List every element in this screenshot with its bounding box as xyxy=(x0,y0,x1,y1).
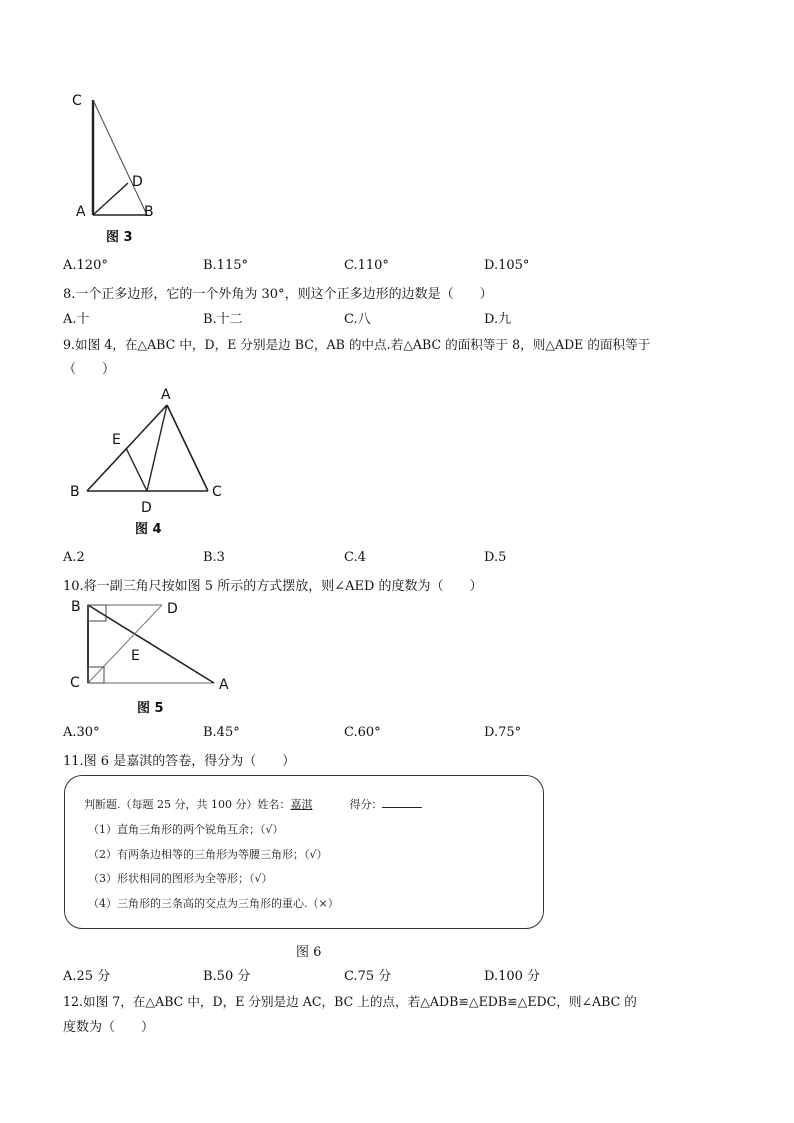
fig5-label-a: A xyxy=(219,677,229,693)
fig5-label-b: B xyxy=(71,599,81,615)
q7-option-b[interactable]: B.115° xyxy=(203,258,248,273)
q9-question-line2: （ ） xyxy=(63,362,116,377)
q11-option-c[interactable]: C.75 分 xyxy=(344,969,392,984)
answer-sheet-score-label: 得分： xyxy=(349,798,383,811)
q9-option-b[interactable]: B.3 xyxy=(203,550,225,565)
q7-option-c[interactable]: C.110° xyxy=(344,258,389,273)
fig5-label-d: D xyxy=(167,601,178,617)
q7-option-d[interactable]: D.105° xyxy=(484,258,530,273)
fig5-label-e: E xyxy=(131,648,140,664)
q8-question: 8.一个正多边形，它的一个外角为 30°，则这个正多边形的边数是（ ） xyxy=(63,287,493,302)
figure-4 xyxy=(62,380,237,545)
answer-sheet-item-2: （2）有两条边相等的三角形为等腰三角形；（√） xyxy=(88,848,328,861)
fig3-label-c: C xyxy=(72,93,82,109)
q9-question-line1: 9.如图 4，在△ABC 中，D，E 分别是边 BC，AB 的中点.若△ABC 的面积等于 8，则△ADE 的面积等于 xyxy=(63,337,651,352)
q10-option-d[interactable]: D.75° xyxy=(484,725,522,740)
fig4-label-e: E xyxy=(112,432,121,448)
fig4-label-d: D xyxy=(141,500,152,516)
q12-question-line2: 度数为（ ） xyxy=(63,1020,155,1035)
fig5-label-c: C xyxy=(70,675,80,691)
q11-option-a[interactable]: A.25 分 xyxy=(63,969,111,984)
fig4-label-a: A xyxy=(161,387,171,403)
q9-option-c[interactable]: C.4 xyxy=(344,550,366,565)
q10-question: 10.将一副三角尺按如图 5 所示的方式摆放，则∠AED 的度数为（ ） xyxy=(63,579,483,594)
figure-3 xyxy=(62,90,172,250)
fig4-caption: 图 4 xyxy=(135,522,162,537)
figure-5 xyxy=(62,595,242,720)
fig4-label-b: B xyxy=(70,484,80,500)
answer-sheet-item-1: （1）直角三角形的两个锐角互余；（√） xyxy=(88,823,284,836)
answer-sheet-item-4: （4）三角形的三条高的交点为三角形的重心.（×） xyxy=(88,897,339,910)
q10-option-c[interactable]: C.60° xyxy=(344,725,381,740)
q11-option-b[interactable]: B.50 分 xyxy=(203,969,251,984)
fig6-caption: 图 6 xyxy=(296,945,322,960)
fig3-caption: 图 3 xyxy=(106,230,133,245)
q10-option-b[interactable]: B.45° xyxy=(203,725,240,740)
answer-sheet-score-blank xyxy=(382,797,422,808)
fig3-label-b: B xyxy=(144,204,154,220)
q8-option-a[interactable]: A.十 xyxy=(63,312,90,327)
q9-option-d[interactable]: D.5 xyxy=(484,550,507,565)
fig5-caption: 图 5 xyxy=(137,701,164,716)
q10-option-a[interactable]: A.30° xyxy=(63,725,100,740)
fig4-label-c: C xyxy=(212,484,222,500)
q12-question-line1: 12.如图 7，在△ABC 中，D，E 分别是边 AC，BC 上的点，若△ADB≌△EDB≌△EDC，则∠ABC 的 xyxy=(63,994,637,1009)
answer-sheet-header xyxy=(84,796,422,812)
q7-option-a[interactable]: A.120° xyxy=(63,258,108,273)
q8-option-b[interactable]: B.十二 xyxy=(203,312,243,327)
q11-question: 11.图 6 是嘉淇的答卷，得分为（ ） xyxy=(63,754,296,769)
q8-option-c[interactable]: C.八 xyxy=(344,312,371,327)
q8-option-d[interactable]: D.九 xyxy=(484,312,512,327)
q9-option-a[interactable]: A.2 xyxy=(63,550,85,565)
answer-sheet-item-3: （3）形状相同的图形为全等形；（√） xyxy=(88,872,273,885)
fig3-label-a: A xyxy=(76,204,86,220)
q11-option-d[interactable]: D.100 分 xyxy=(484,969,541,984)
fig3-label-d: D xyxy=(132,174,143,190)
answer-sheet-name: 嘉淇 xyxy=(290,798,313,811)
answer-sheet-header-prefix: 判断题.（每题 25 分，共 100 分）姓名： xyxy=(84,798,291,811)
